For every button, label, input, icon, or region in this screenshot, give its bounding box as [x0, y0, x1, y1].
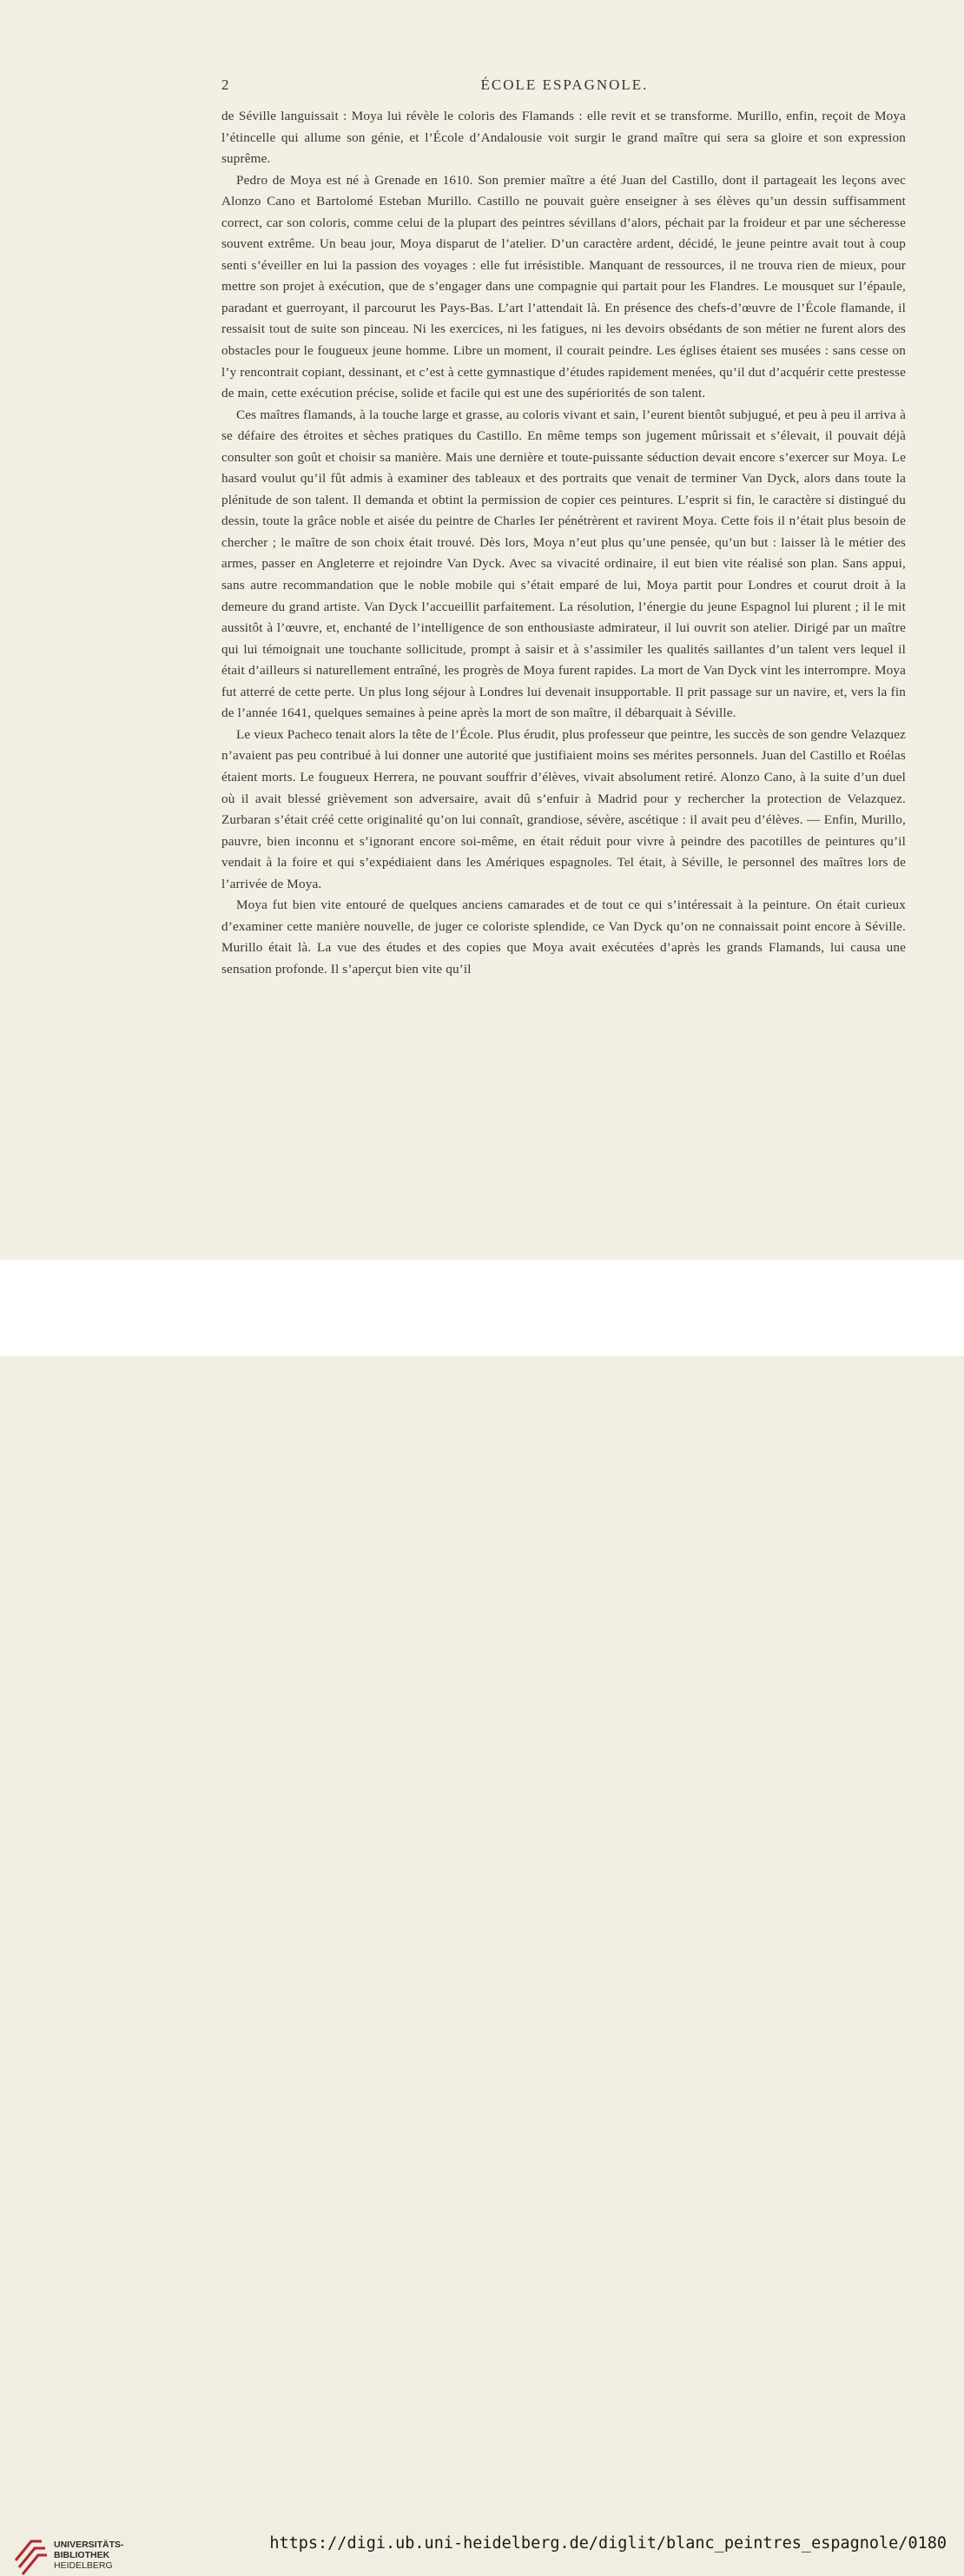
paragraph-5: Moya fut bien vite entouré de quelques anciens camarades et de tout ce qui s’intéressait à la peinture. On était curieux d’examiner cette manière nouvelle, de juger ce coloriste splendide, ce Van Dyck qu’on ne connaissait point encore à Séville. Murillo était là. La vue des études et des copies que Moya avait exécutées d’après les grands Flamands, lui causa une sensation profonde. Il s’aperçut bien vite qu’il	[221, 897, 906, 977]
library-name[interactable]	[54, 2540, 124, 2571]
body-text	[221, 106, 906, 980]
paragraph-4: Le vieux Pacheco tenait alors la tête de l’École. Plus érudit, plus professeur que peintre, les succès de son gendre Velazquez n’avaient pas peu contribué à lui donner une autorité que justifiaient moins ses mérites personnels. Juan del Castillo et Roélas étaient morts. Le fougueux Herrera, ne pouvant souffrir d’élèves, vivait absolument retiré. Alonzo Cano, à la suite d’un duel où il avait blessé grièvement son adversaire, avait dû s’enfuir à Madrid pour y rechercher la protection de Velazquez. Zurbaran s’était créé cette originalité qu’on lui connaît, grandiose, sévère, ascétique : il avait peu d’élèves. — Enfin, Murillo, pauvre, bien inconnu et s’ignorant encore soi-même, en était réduit pour vivre à peindre des pacotilles de peintures qu’il vendait à la foire et qui s’expédiaient dans les Amériques espagnoles. Tel était, à Séville, le personnel des maîtres lors de l’arrivée de Moya.	[221, 726, 906, 891]
permalink-url[interactable]: https://digi.ub.uni-heidelberg.de/diglit/blanc_peintres_espagnole/0180	[269, 2534, 947, 2553]
library-name-line-3: HEIDELBERG	[54, 2560, 113, 2571]
page-header	[221, 76, 908, 97]
library-name-line-1: UNIVERSITÄTS-	[54, 2540, 124, 2550]
scanned-page	[0, 0, 964, 1260]
page-number: 2	[221, 76, 231, 93]
viewer-footer	[0, 1260, 964, 2571]
paragraph-3: Ces maîtres flamands, à la touche large et grasse, au coloris vivant et sain, l’eurent bientôt subjugué, et peu à peu il arriva à se défaire des étroites et sèches pratiques du Castillo. En même temps son jugement mûrissait et s’élevait, il pouvait déjà consulter son goût et choisir sa manière. Mais une dernière et toute-puissante séduction devait encore s’exercer sur Moya. Le hasard voulut qu’il fût admis à examiner des tableaux et des portraits que venait de terminer Van Dyck, alors dans toute la plénitude de son talent. Il demanda et obtint la permission de copier ces peintures. L’esprit si fin, le caractère si distingué du dessin, toute la grâce noble et aisée du peintre de Charles Ier pénétrèrent et ravirent Moya. Cette fois il n’était plus besoin de chercher ; le maître de son choix était trouvé. Dès lors, Moya n’eut plus qu’une pensée, qu’un but : laisser là le métier des armes, passer en Angleterre et rejoindre Van Dyck. Avec sa vivacité ordinaire, il eut bien vite réalisé son plan. Sans appui, sans autre recommandation que le noble mobile qui s’était emparé de lui, Moya partit pour Londres et courut droit à la demeure du grand artiste. Van Dyck l’accueillit parfaitement. La résolution, l’énergie du jeune Espagnol lui plurent ; il le mit aussitôt à l’œuvre, et, enchanté de l’intelligence de son enthousiaste admirateur, il lui ouvrit son atelier. Dirigé par un maître qui lui témoignait une touchante sollicitude, prompt à saisir et à s’assimiler les qualités saillantes d’un talent vers lequel il était d’ailleurs si naturellement entraîné, les progrès de Moya furent rapides. La mort de Van Dyck vint les interrompre. Moya fut atterré de cette perte. Un plus long séjour à Londres lui devenait insupportable. Il prit passage sur un navire, et, vers la fin de l’année 1641, quelques semaines à peine après la mort de son maître, il débarquait à Séville.	[221, 407, 906, 721]
library-name-line-2: BIBLIOTHEK	[54, 2550, 110, 2560]
running-title: ÉCOLE ESPAGNOLE.	[480, 76, 649, 93]
university-library-logo-icon[interactable]	[12, 2534, 49, 2576]
paragraph-1: de Séville languissait : Moya lui révèle le coloris des Flamands : elle revit et se transforme. Murillo, enfin, reçoit de Moya l’étincelle qui allume son génie, et l’École d’Andalousie voit surgir le grand maître qui sera sa gloire et son expression suprême.	[221, 109, 906, 167]
paragraph-2: Pedro de Moya est né à Grenade en 1610. Son premier maître a été Juan del Castillo, dont il partageait les leçons avec Alonzo Cano et Bartolomé Esteban Murillo. Castillo ne pouvait guère enseigner à ses élèves qu’un dessin suffisamment correct, car son coloris, comme celui de la plupart des peintres sévillans d’alors, péchait par la froideur et par une sécheresse souvent extrême. Un beau jour, Moya disparut de l’atelier. D’un caractère ardent, décidé, le jeune peintre avait tout à coup senti s’éveiller en lui la passion des voyages : elle fut irrésistible. Manquant de ressources, il ne trouva rien de mieux, pour mettre son projet à exécution, que de s’engager dans une compagnie qui partait pour les Flandres. Le mousquet sur l’épaule, paradant et guerroyant, il parcourut les Pays-Bas. L’art l’attendait là. En présence des chefs-d’œuvre de l’École flamande, il ressaisit tout de suite son pinceau. Ni les exercices, ni les fatigues, ni les devoirs obsédants de son métier ne furent alors des obstacles pour le fougueux jeune homme. Libre un moment, il courait peindre. Les églises étaient ses musées : sans cesse on l’y rencontrait copiant, dessinant, et c’est à cette gymnastique d’études rapidement menées, qu’il dut d’acquérir cette prestesse de main, cette exécution précise, solide et facile qui est une des supériorités de son talent.	[221, 172, 906, 401]
